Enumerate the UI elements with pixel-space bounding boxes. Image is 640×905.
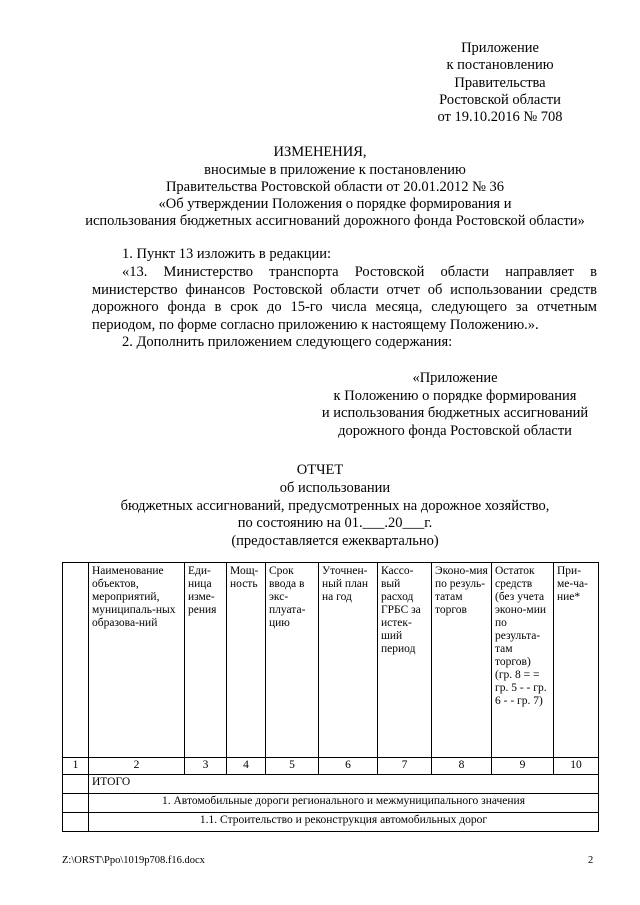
approval-line: Правительства xyxy=(454,74,546,91)
column-number: 10 xyxy=(554,758,599,775)
item-2-heading: 2. Дополнить приложением следующего содержания: xyxy=(122,334,453,350)
approval-line: Приложение xyxy=(461,40,539,56)
column-number: 3 xyxy=(185,758,227,775)
header-cell: Наименование объектов, мероприятий, муниципаль-ных образова-ний xyxy=(89,563,185,758)
appendix-header xyxy=(305,370,605,440)
table-row-section-1-1 xyxy=(63,813,599,832)
approval-block xyxy=(400,40,600,126)
header-cell xyxy=(63,563,89,758)
changes-subtitle xyxy=(60,162,610,230)
column-number: 8 xyxy=(432,758,492,775)
changes-line: вносимые в приложение к постановлению xyxy=(204,162,466,178)
header-cell: Уточнен-ный план на год xyxy=(319,563,378,758)
header-cell: Кассо-вый расход ГРБС за истек-ший период xyxy=(378,563,432,758)
appendix-line: дорожного фонда Ростовской области xyxy=(338,422,572,439)
changes-line: Правительства Ростовской области от 20.01.2012 № 36 xyxy=(165,179,505,195)
item-1-text: «13. Министерство транспорта Ростовской области направляет в министерство финансов Ростовской области отчет об использовании средств дорожного фонда в срок до 15-го числа месяца, следующего за отчетным периодом, по форме согласно приложению к настоящему Положению.». xyxy=(92,264,597,333)
changes-line: использования бюджетных ассигнований дорожного фонда Ростовской области» xyxy=(85,213,585,229)
header-cell: Эконо-мия по резуль-татам торгов xyxy=(432,563,492,758)
changes-line: «Об утверждении Положения о порядке формирования и xyxy=(158,196,512,212)
column-number: 6 xyxy=(319,758,378,775)
approval-line: Ростовской области xyxy=(439,91,561,108)
column-number: 2 xyxy=(89,758,185,775)
report-line: бюджетных ассигнований, предусмотренных на дорожное хозяйство, xyxy=(120,497,550,514)
header-cell: Мощ-ность xyxy=(227,563,266,758)
footer-file-path: Z:\ORST\Ppo\1019p708.f16.docx xyxy=(62,855,205,866)
header-cell: Срок ввода в экс-плуата-цию xyxy=(266,563,319,758)
table-number-row xyxy=(63,758,599,775)
empty-cell xyxy=(63,813,89,832)
table-header-row xyxy=(63,563,599,758)
table-row-total xyxy=(63,775,599,794)
report-table xyxy=(62,562,599,832)
total-label: ИТОГО xyxy=(89,775,599,794)
section-1-label: 1. Автомобильные дороги регионального и межмуниципального значения xyxy=(89,794,599,813)
approval-line: к постановлению xyxy=(446,57,554,74)
column-number: 7 xyxy=(378,758,432,775)
header-cell: Остаток средств (без учета эконо-мии по результа-там торгов) (гр. 8 = = гр. 5 - - гр. 6 - - гр. 7) xyxy=(492,563,554,758)
column-number: 9 xyxy=(492,758,554,775)
section-1-1-label: 1.1. Строительство и реконструкция автомобильных дорог xyxy=(89,813,599,832)
empty-cell xyxy=(63,775,89,794)
report-subtitle xyxy=(60,480,610,550)
appendix-line: и использования бюджетных ассигнований xyxy=(321,405,589,421)
approval-line: от 19.10.2016 № 708 xyxy=(437,109,563,126)
report-line: по состоянию на 01.___.20___г. xyxy=(237,515,433,531)
appendix-line: к Положению о порядке формирования xyxy=(333,387,577,404)
column-number: 4 xyxy=(227,758,266,775)
column-number: 1 xyxy=(63,758,89,775)
column-number: 5 xyxy=(266,758,319,775)
empty-cell xyxy=(63,794,89,813)
report-line: (предоставляется ежеквартально) xyxy=(231,532,439,549)
table-row-section-1 xyxy=(63,794,599,813)
item-1-heading: 1. Пункт 13 изложить в редакции: xyxy=(122,246,332,262)
page-number: 2 xyxy=(588,855,594,866)
changes-title: ИЗМЕНЕНИЯ, xyxy=(273,144,367,160)
report-line: об использовании xyxy=(279,480,391,496)
header-cell: Еди-ница изме-рения xyxy=(185,563,227,758)
appendix-line: «Приложение xyxy=(412,370,498,386)
header-cell: При-ме-ча-ние* xyxy=(554,563,599,758)
report-title: ОТЧЕТ xyxy=(296,462,344,478)
